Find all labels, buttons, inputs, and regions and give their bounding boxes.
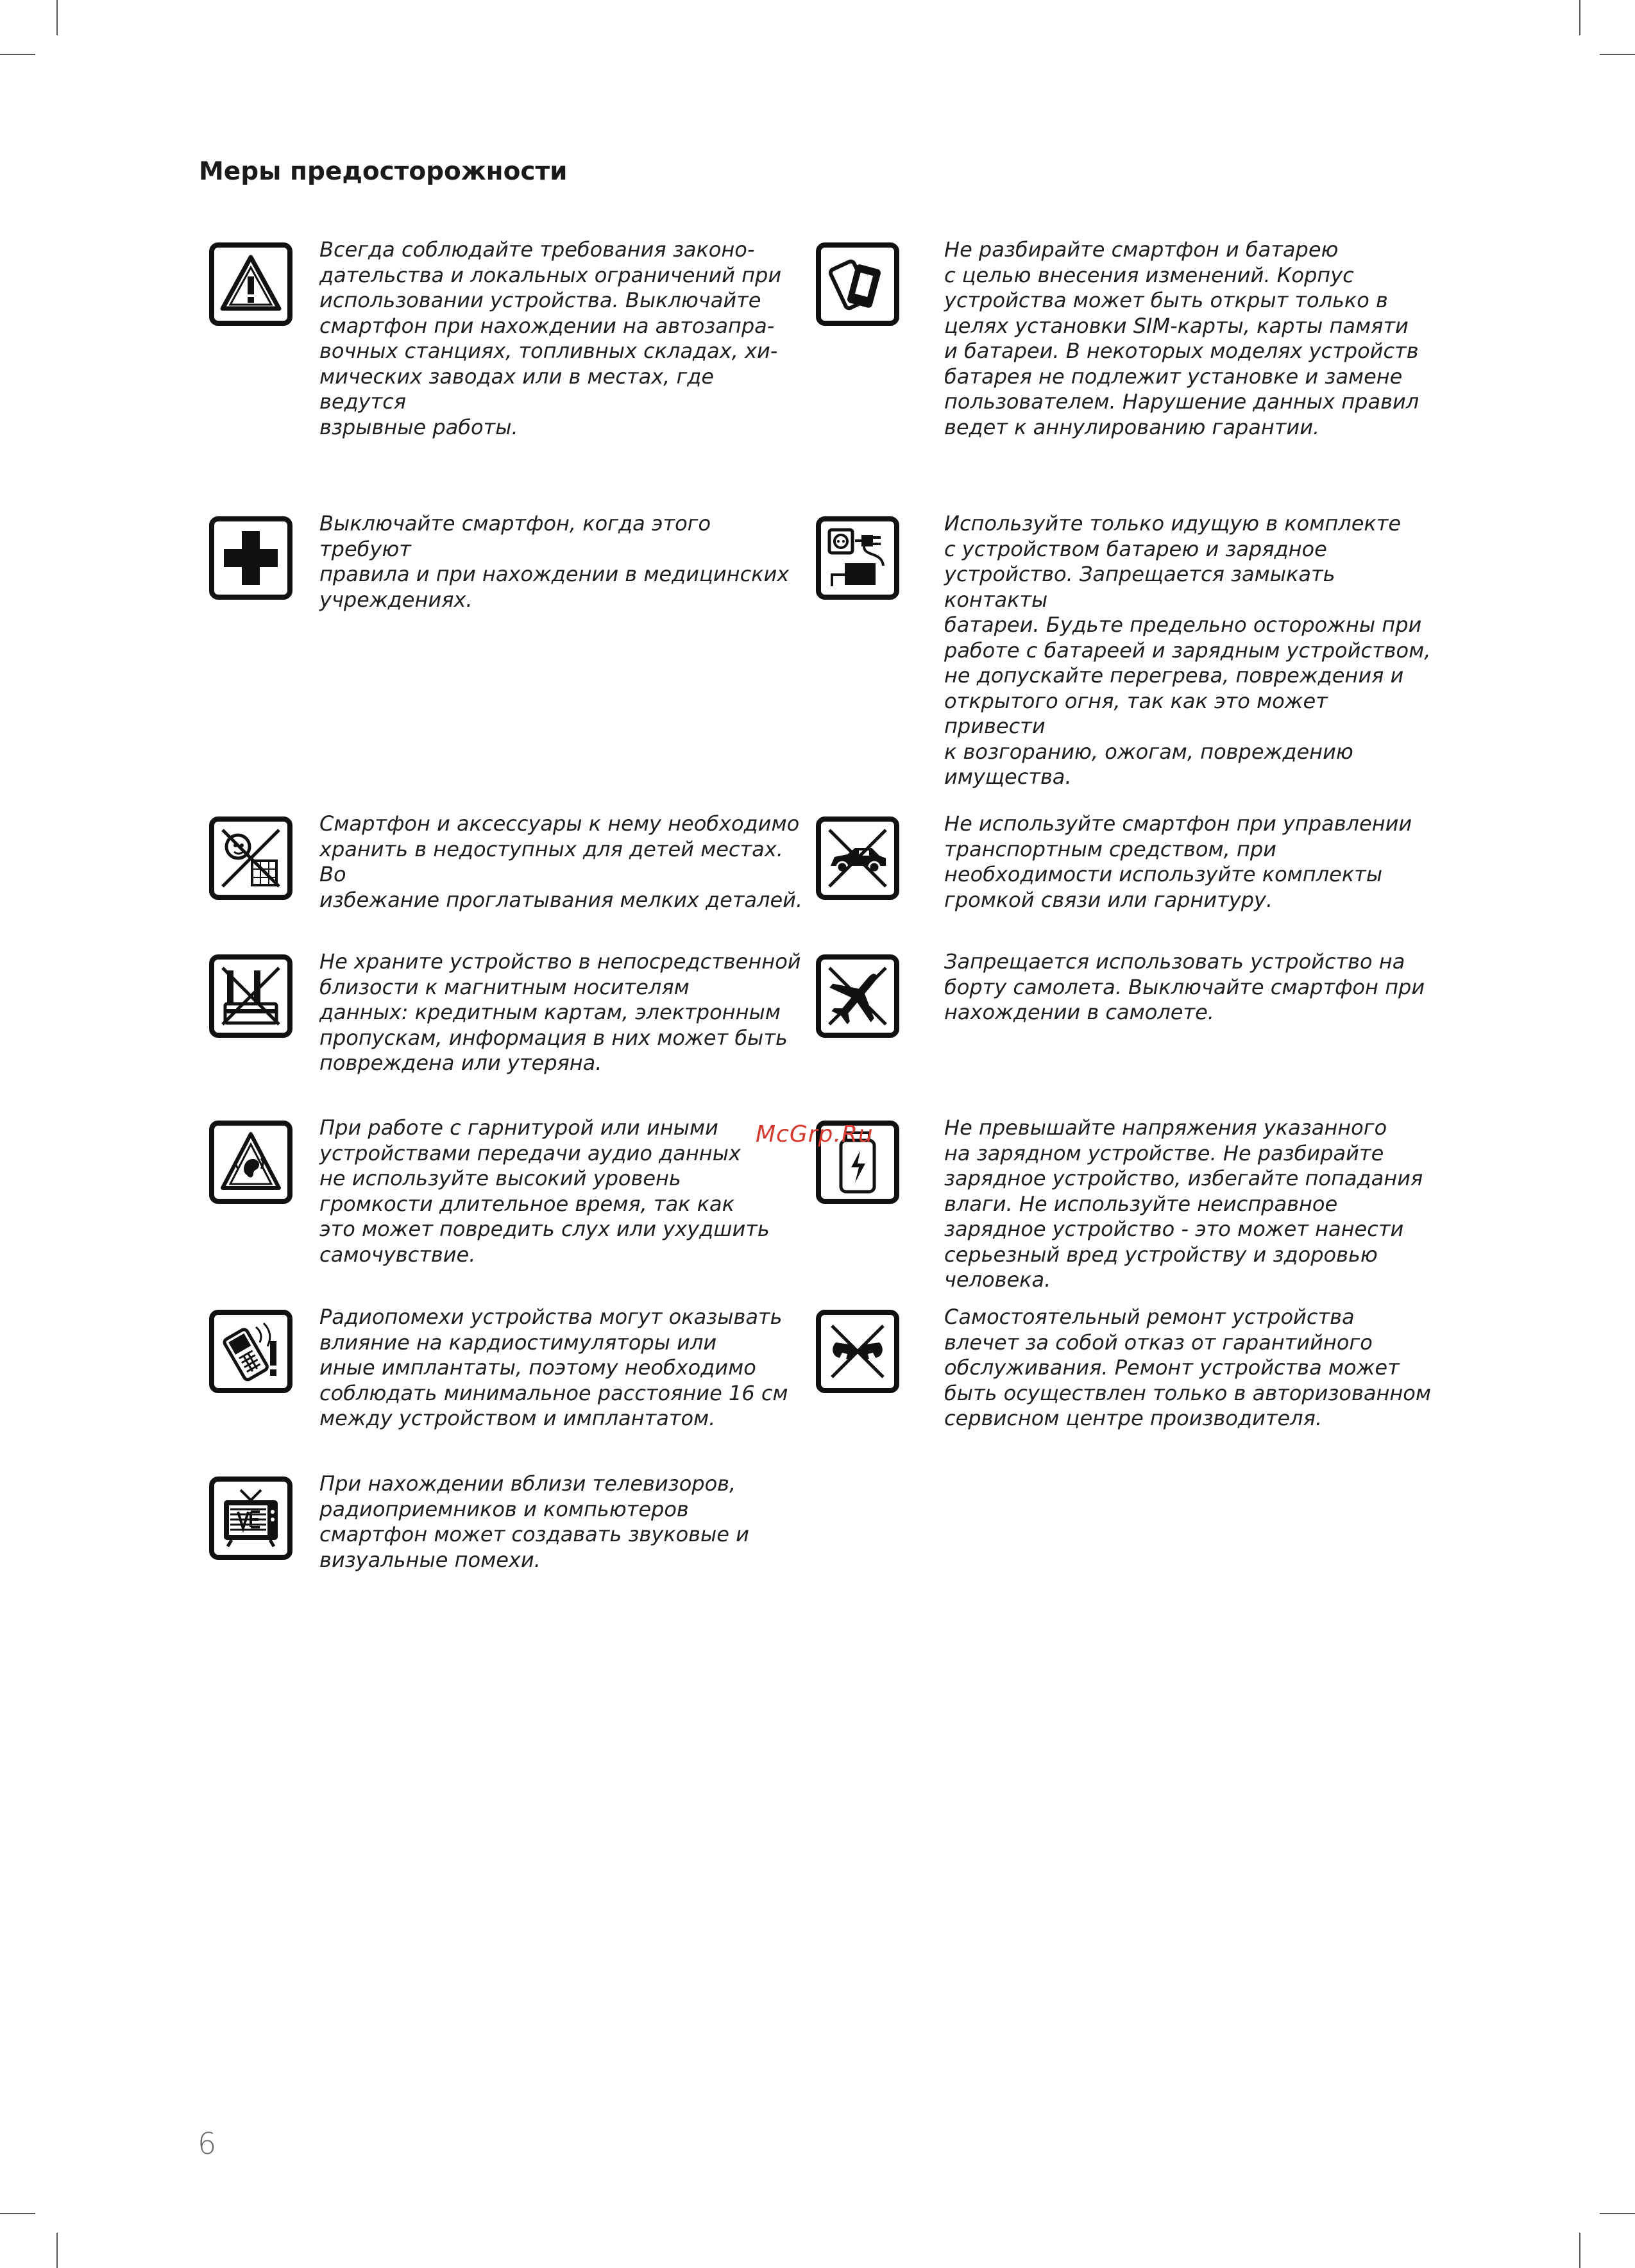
no-airplane-icon — [816, 954, 899, 1038]
precaution-text: Не разбирайте смартфон и батарею с целью внесения изменений. Корпус устройства может быть открыт только в целях установки SIM-карты, карты памяти и батареи. В некоторых моделях устройств батарея не подлежит установке и замене пользователем. Нарушение данных правил ведет к аннулированию гарантии. — [944, 237, 1419, 439]
medical-cross-icon — [209, 516, 292, 600]
charger-socket-icon — [816, 516, 899, 600]
precaution-text: При нахождении вблизи телевизоров, радиоприемников и компьютеров смартфон может создавать звуковые и визуальные помехи. — [319, 1471, 749, 1572]
page-number: 6 — [198, 2126, 217, 2161]
crop-mark — [0, 54, 35, 55]
crop-mark — [1579, 2233, 1580, 2268]
precaution-text: При работе с гарнитурой или иными устройствами передачи аудио данных не используйте высокий уровень громкости длительное время, так как это может повредить слух или ухудшить самочувствие. — [319, 1115, 770, 1267]
battery-disassembly-icon — [816, 242, 899, 326]
crop-mark — [1600, 54, 1635, 55]
precaution-text: Не используйте смартфон при управлении транспортным средством, при необходимости используйте комплекты громкой связи или гарнитуру. — [944, 811, 1412, 912]
precaution-text: Радиопомехи устройства могут оказывать влияние на кардиостимуляторы или иные имплантаты, поэтому необходимо соблюдать минимальное расстояние 16 см между устройством и имплантатом. — [319, 1305, 788, 1430]
precaution-text: Выключайте смартфон, когда этого требуют правила и при нахождении в медицинских учреждениях. — [319, 511, 790, 612]
precaution-text: Не превышайте напряжения указанного на зарядном устройстве. Не разбирайте зарядное устройство, избегайте попадания влаги. Не используйте неисправное зарядное устройство - это может нанести серьезный вред устройству и здоровью человека. — [944, 1115, 1423, 1292]
no-children-icon — [209, 817, 292, 900]
hearing-warning-icon — [209, 1121, 292, 1204]
precaution-text: Используйте только идущую в комплекте с устройством батарею и зарядное устройство. Запрещается замыкать контакты батареи. Будьте предельно осторожны при работе с батареей и зарядным устройством, не допускайте перегрева, повреждения и открытого огня, так как это может привести к возгоранию, ожогам, повреждению имущества. — [944, 511, 1431, 789]
crop-mark — [56, 0, 58, 35]
watermark: McGrp.Ru — [756, 1121, 874, 1147]
precaution-text: Запрещается использовать устройство на борту самолета. Выключайте смартфон при нахождении в самолете. — [944, 949, 1425, 1024]
precaution-text: Смартфон и аксессуары к нему необходимо хранить в недоступных для детей местах. Во избежание проглатывания мелких деталей. — [319, 811, 803, 912]
crop-mark — [1600, 2213, 1635, 2214]
precaution-text: Не храните устройство в непосредственной близости к магнитным носителям данных: кредитным картам, электронным пропускам, информация в них может быть повреждена или утеряна. — [319, 949, 801, 1075]
page-title: Меры предосторожности — [199, 157, 568, 186]
precaution-text: Всегда соблюдайте требования законо- дательства и локальных ограничений при использовании устройства. Выключайте смартфон при нахождении на автозапра- вочных станциях, топливных складах, хи- мических заводах или в местах, где ведутся взрывные работы. — [319, 237, 782, 439]
crop-mark — [0, 2213, 35, 2214]
no-driving-icon — [816, 817, 899, 900]
pacemaker-interference-icon — [209, 1310, 292, 1393]
no-magnetic-media-icon — [209, 954, 292, 1038]
tv-interference-icon — [209, 1477, 292, 1560]
precaution-text: Самостоятельный ремонт устройства влечет за собой отказ от гарантийного обслуживания. Ремонт устройства может быть осуществлен только в авторизованном сервисном центре производителя. — [944, 1305, 1431, 1430]
warning-triangle-icon — [209, 242, 292, 326]
no-self-repair-icon — [816, 1310, 899, 1393]
crop-mark — [56, 2233, 58, 2268]
crop-mark — [1579, 0, 1580, 35]
